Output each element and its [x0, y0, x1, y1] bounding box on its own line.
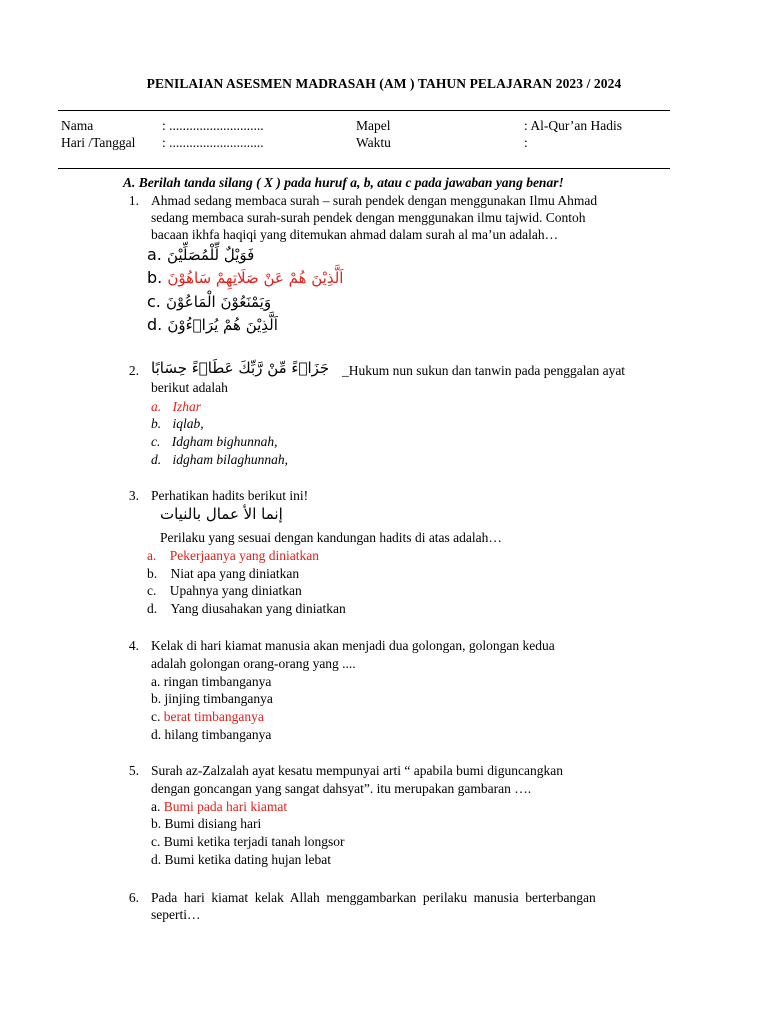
option-letter: a. — [151, 674, 161, 689]
option-letter: c. — [147, 292, 161, 311]
q1-option-c[interactable] — [147, 292, 271, 311]
option-letter: a. — [147, 245, 162, 264]
q6-text-line: seperti… — [151, 907, 201, 922]
option-arabic: فَوَيْلٌ لِّلْمُصَلِّيْنَ — [166, 246, 255, 264]
q2-text-line: _Hukum nun sukun dan tanwin pada penggalan ayat — [342, 363, 626, 378]
q3-option-a[interactable] — [147, 548, 319, 564]
option-letter: d. — [151, 852, 162, 867]
q4-option-d[interactable] — [151, 727, 271, 743]
nama-value: : ............................ — [162, 118, 264, 133]
q4-option-a[interactable] — [151, 674, 271, 690]
header-top-rule — [58, 110, 670, 111]
option-arabic: وَيَمْنَعُوْنَ الْمَاعُوْنَ — [165, 293, 272, 311]
hari-label: Hari /Tanggal — [61, 135, 136, 150]
option-text: ringan timbanganya — [163, 674, 272, 689]
page-title: PENILAIAN ASESMEN MADRASAH (AM ) TAHUN PELAJARAN 2023 / 2024 — [146, 76, 622, 91]
waktu-value: : — [524, 135, 528, 150]
option-text: Niat apa yang diniatkan — [170, 566, 300, 581]
option-letter: c. — [151, 834, 161, 849]
q5-option-c[interactable] — [151, 834, 344, 850]
q4-option-c[interactable] — [151, 709, 264, 725]
option-letter: a. — [151, 799, 161, 814]
q5-text-line: dengan goncangan yang sangat dahsyat”. itu merupakan gambaran …. — [151, 781, 532, 796]
q4-text-line: adalah golongan orang-orang yang .... — [151, 656, 356, 671]
option-letter: a. — [147, 548, 157, 563]
q3-option-c[interactable] — [147, 583, 302, 599]
q1-text-line: Ahmad sedang membaca surah – surah pendek dengan menggunakan Ilmu Ahmad — [151, 193, 598, 208]
option-arabic: اَلَّذِيْنَ هُمْ يُرَاۤءُوْنَ — [167, 316, 278, 334]
option-text: iqlab, — [172, 416, 204, 431]
q5-number: 5. — [128, 763, 139, 778]
option-letter: d. — [151, 452, 162, 467]
option-letter: d. — [147, 601, 158, 616]
option-text: hilang timbanganya — [164, 727, 272, 742]
q2-arabic: جَزَاۤءً مِّنْ رَّبِّكَ عَطَاۤءً حِسَابًا — [151, 359, 330, 377]
option-letter: b. — [147, 268, 163, 287]
option-letter: b. — [151, 816, 162, 831]
q1-number: 1. — [128, 193, 139, 208]
q6-number: 6. — [128, 890, 139, 905]
q3-text-line: Perilaku yang sesuai dengan kandungan hadits di atas adalah… — [160, 530, 502, 545]
option-text: Yang diusahakan yang diniatkan — [170, 601, 346, 616]
option-letter: c. — [151, 709, 161, 724]
q3-option-d[interactable] — [147, 601, 346, 617]
q1-option-b[interactable] — [147, 268, 343, 287]
q1-text-line: sedang membaca surah-surah pendek dengan menggunakan ilmu tajwid. Contoh — [151, 210, 586, 225]
q4-option-b[interactable] — [151, 691, 273, 707]
mapel-value: : Al-Qur’an Hadis — [524, 118, 622, 133]
q2-option-c[interactable] — [151, 434, 278, 450]
q3-arabic: إنما الأ عمال بالنيات — [160, 505, 283, 523]
option-text: idgham bilaghunnah, — [172, 452, 289, 467]
waktu-label: Waktu — [356, 135, 391, 150]
q2-option-b[interactable] — [151, 416, 204, 432]
q3-text-line: Perhatikan hadits berikut ini! — [151, 488, 309, 503]
option-letter: a. — [151, 399, 162, 414]
q1-text-line: bacaan ikhfa haqiqi yang ditemukan ahmad dalam surah al ma’un adalah… — [151, 227, 559, 242]
option-text: Bumi pada hari kiamat — [163, 799, 288, 814]
header-bottom-rule — [58, 168, 670, 169]
option-text: Izhar — [172, 399, 202, 414]
section-a-instruction: A. Berilah tanda silang ( X ) pada huruf a, b, atau c pada jawaban yang benar! — [123, 175, 564, 190]
option-letter: b. — [147, 566, 158, 581]
q2-option-a[interactable] — [151, 399, 201, 415]
q1-option-a[interactable] — [147, 245, 254, 264]
q3-option-b[interactable] — [147, 566, 299, 582]
option-letter: d. — [147, 315, 163, 334]
option-letter: d. — [151, 727, 162, 742]
option-letter: c. — [147, 583, 157, 598]
q4-number: 4. — [128, 638, 139, 653]
q1-option-d[interactable] — [147, 315, 278, 334]
q4-text-line: Kelak di hari kiamat manusia akan menjadi dua golongan, golongan kedua — [151, 638, 555, 653]
nama-label: Nama — [61, 118, 94, 133]
option-text: Pekerjaanya yang diniatkan — [169, 548, 319, 563]
q2-text-line: berikut adalah — [151, 380, 228, 395]
q6-text-line: Pada hari kiamat kelak Allah menggambarkan perilaku manusia berterbangan — [151, 890, 596, 905]
hari-value: : ............................ — [162, 135, 264, 150]
option-text: Bumi ketika dating hujan lebat — [164, 852, 331, 867]
option-text: Upahnya yang diniatkan — [169, 583, 302, 598]
option-letter: b. — [151, 691, 162, 706]
option-text: Bumi disiang hari — [164, 816, 262, 831]
option-text: jinjing timbanganya — [164, 691, 273, 706]
mapel-label: Mapel — [356, 118, 391, 133]
q2-number: 2. — [128, 363, 139, 378]
q5-text-line: Surah az-Zalzalah ayat kesatu mempunyai arti “ apabila bumi diguncangkan — [151, 763, 563, 778]
q3-number: 3. — [128, 488, 139, 503]
q5-option-b[interactable] — [151, 816, 261, 832]
q5-option-a[interactable] — [151, 799, 287, 815]
q5-option-d[interactable] — [151, 852, 331, 868]
option-text: berat timbanganya — [163, 709, 264, 724]
option-text: Bumi ketika terjadi tanah longsor — [163, 834, 345, 849]
option-text: Idgham bighunnah, — [171, 434, 278, 449]
option-letter: b. — [151, 416, 162, 431]
option-letter: c. — [151, 434, 161, 449]
option-arabic: اَلَّذِيْنَ هُمْ عَنْ صَلَاتِهِمْ سَاهُوْنَ — [167, 269, 344, 287]
q2-option-d[interactable] — [151, 452, 288, 468]
